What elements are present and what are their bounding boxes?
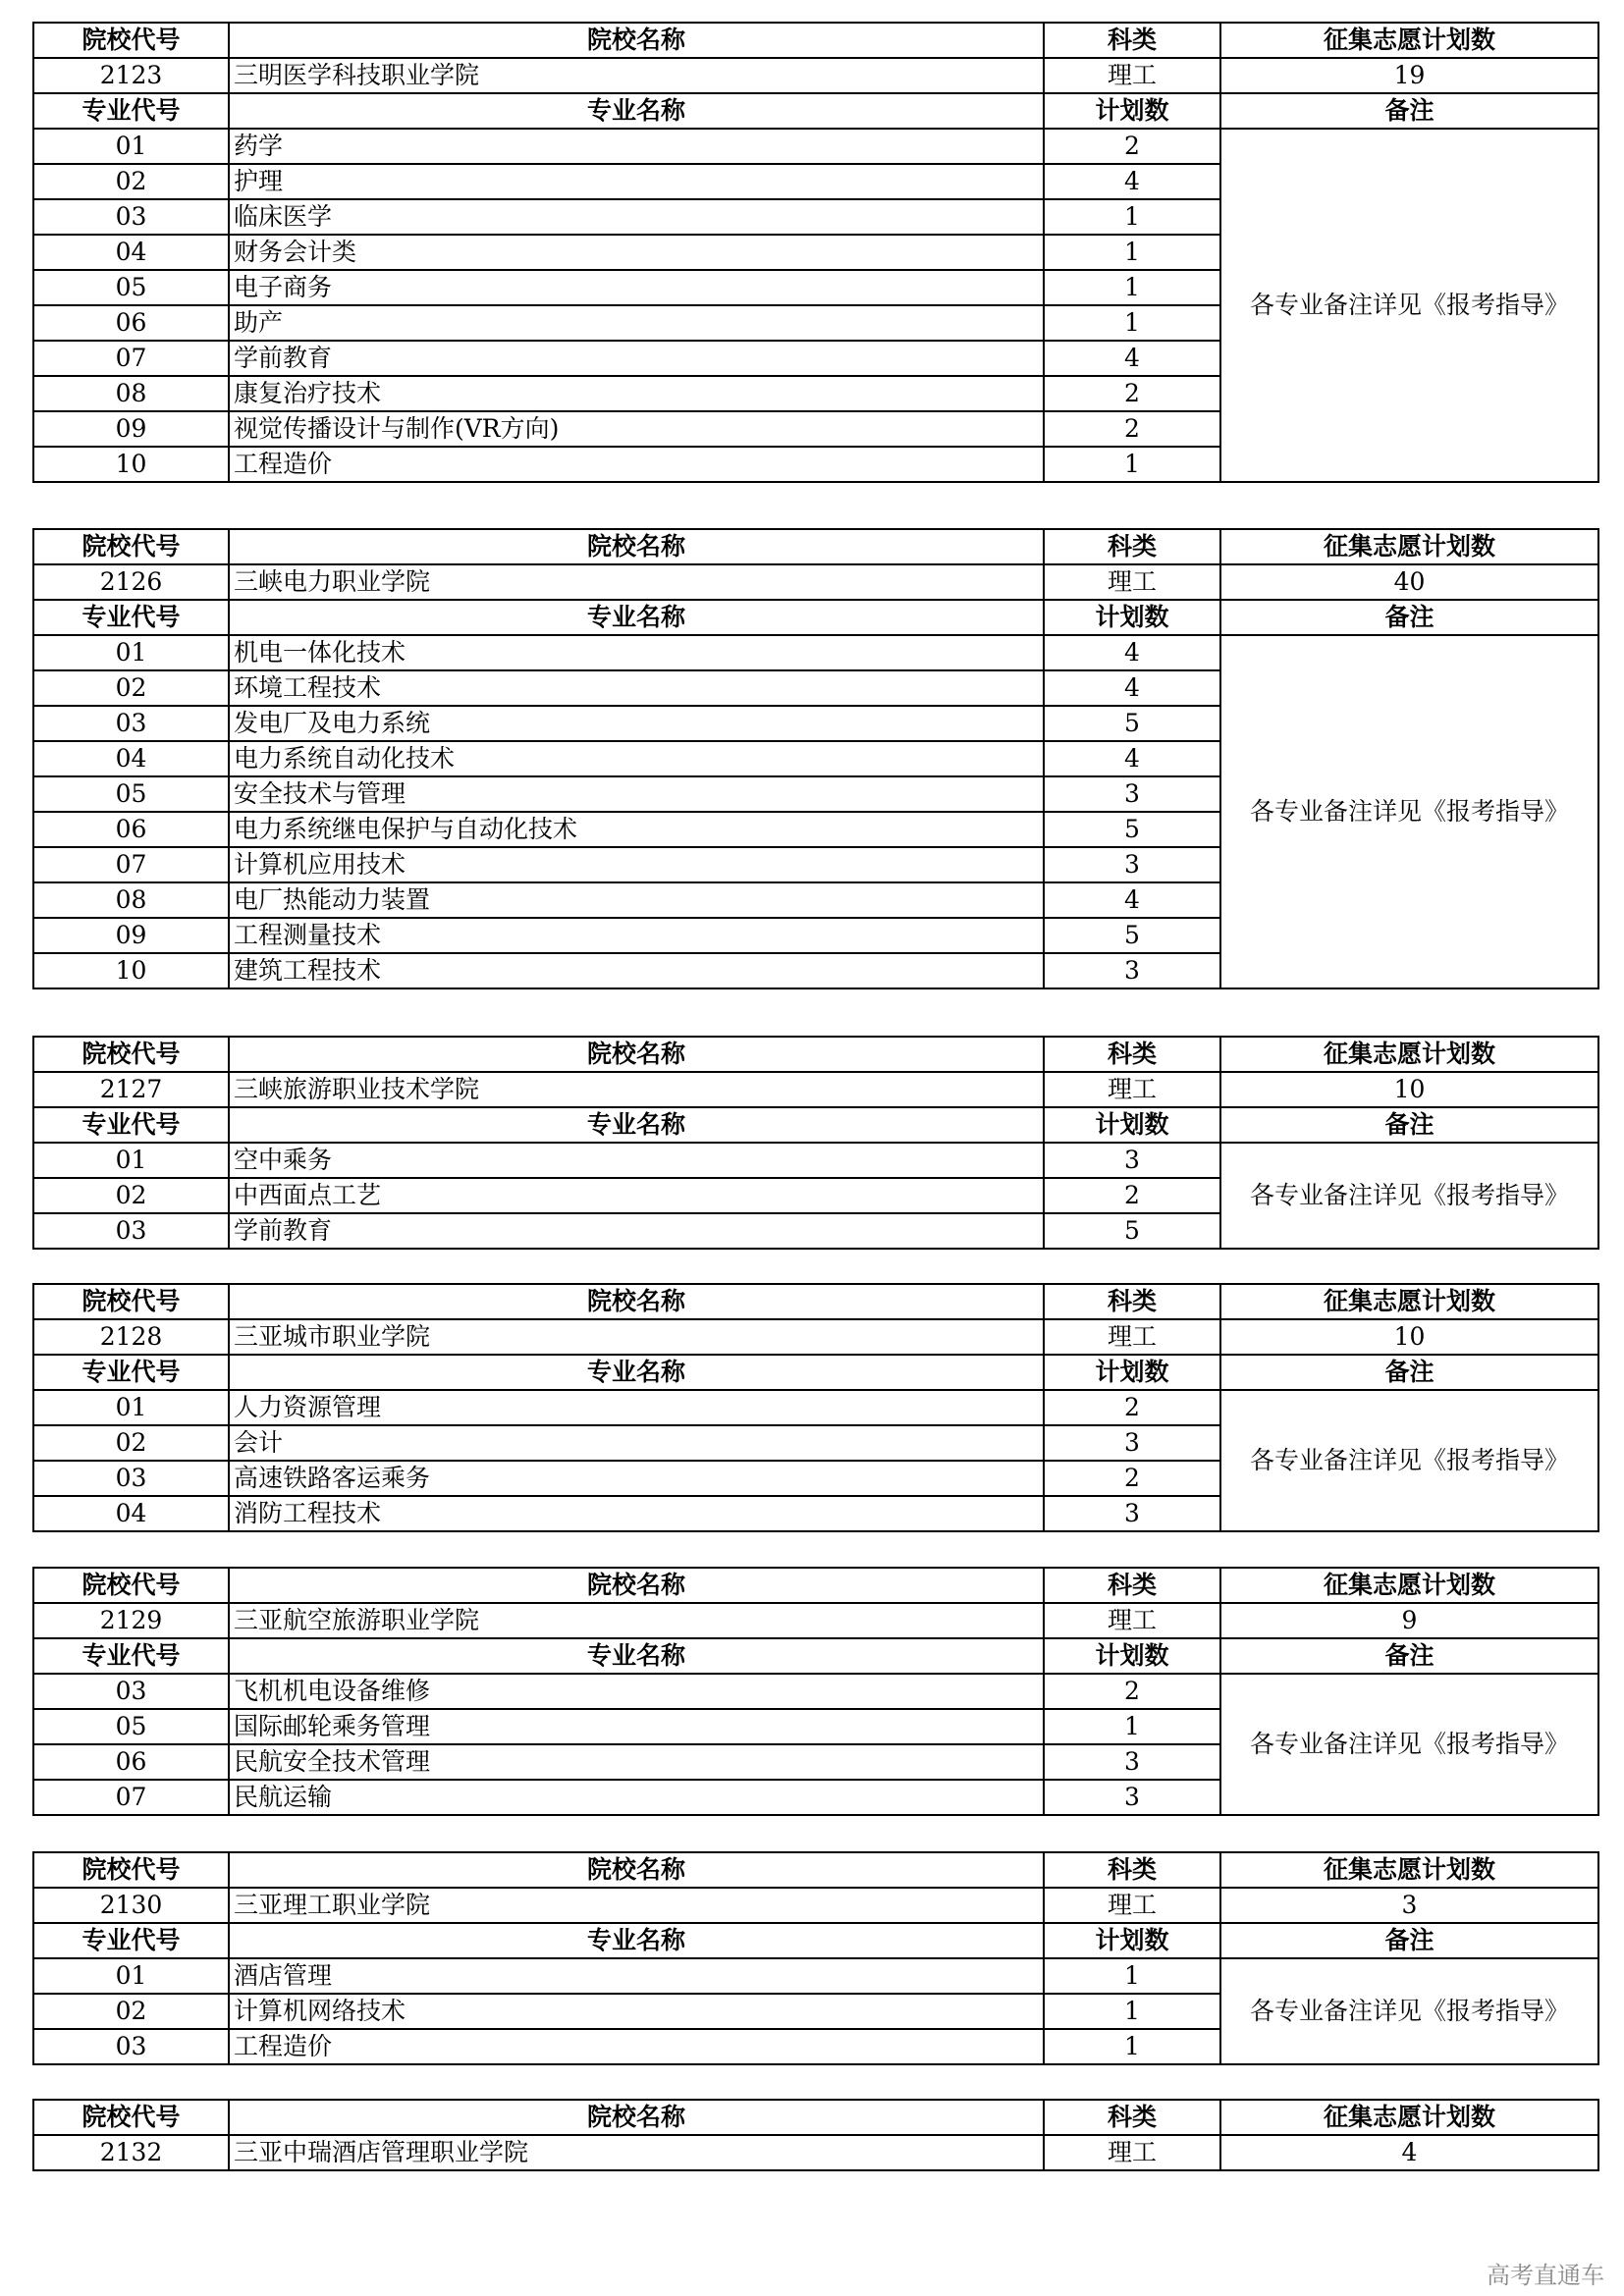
- school-code-header: 院校代号: [33, 529, 229, 564]
- major-name-header: 专业名称: [229, 1107, 1044, 1143]
- school-name: 三亚城市职业学院: [229, 1319, 1044, 1355]
- school-name: 三亚中瑞酒店管理职业学院: [229, 2135, 1044, 2170]
- major-name: 学前教育: [229, 1213, 1044, 1249]
- major-code: 02: [33, 1425, 229, 1461]
- school-header-row: [33, 23, 1598, 58]
- school-category: 理工: [1044, 1319, 1220, 1355]
- school-category: 理工: [1044, 1072, 1220, 1107]
- school-header-row: [33, 529, 1598, 564]
- major-name: 空中乘务: [229, 1143, 1044, 1178]
- category-header: 科类: [1044, 1037, 1220, 1072]
- school-header-row: [33, 1852, 1598, 1888]
- major-plan: 4: [1044, 670, 1220, 706]
- category-header: 科类: [1044, 1852, 1220, 1888]
- school-category: 理工: [1044, 58, 1220, 93]
- major-header-row: [33, 1638, 1598, 1674]
- major-plan: 3: [1044, 1425, 1220, 1461]
- major-code: 05: [33, 270, 229, 305]
- plan-total-header: 征集志愿计划数: [1220, 1284, 1598, 1319]
- school-plan-total: 19: [1220, 58, 1598, 93]
- major-plan: 4: [1044, 164, 1220, 199]
- major-plan: 2: [1044, 1178, 1220, 1213]
- major-name: 视觉传播设计与制作(VR方向): [229, 411, 1044, 447]
- major-code: 08: [33, 376, 229, 411]
- plan-header: 计划数: [1044, 600, 1220, 635]
- major-plan: 3: [1044, 1496, 1220, 1531]
- major-name: 计算机应用技术: [229, 847, 1044, 882]
- major-code: 10: [33, 953, 229, 988]
- school-header-row: [33, 1284, 1598, 1319]
- major-name: 电子商务: [229, 270, 1044, 305]
- major-plan: 3: [1044, 1143, 1220, 1178]
- major-code-header: 专业代号: [33, 1638, 229, 1674]
- major-code-header: 专业代号: [33, 1923, 229, 1958]
- school-block-table: [32, 22, 1599, 483]
- major-code: 05: [33, 776, 229, 812]
- major-name: 工程造价: [229, 447, 1044, 482]
- major-name-header: 专业名称: [229, 93, 1044, 129]
- major-code: 02: [33, 1994, 229, 2029]
- category-header: 科类: [1044, 529, 1220, 564]
- major-header-row: [33, 1355, 1598, 1390]
- major-row: [33, 1674, 1598, 1709]
- major-plan: 2: [1044, 1674, 1220, 1709]
- major-row: [33, 1143, 1598, 1178]
- school-code-header: 院校代号: [33, 23, 229, 58]
- major-code: 05: [33, 1709, 229, 1744]
- major-code: 04: [33, 1496, 229, 1531]
- major-name: 计算机网络技术: [229, 1994, 1044, 2029]
- major-plan: 5: [1044, 812, 1220, 847]
- major-header-row: [33, 600, 1598, 635]
- school-category: 理工: [1044, 564, 1220, 600]
- major-plan: 3: [1044, 847, 1220, 882]
- school-code: 2123: [33, 58, 229, 93]
- major-plan: 1: [1044, 270, 1220, 305]
- major-code: 01: [33, 635, 229, 670]
- major-name: 电力系统继电保护与自动化技术: [229, 812, 1044, 847]
- major-plan: 1: [1044, 235, 1220, 270]
- major-code-header: 专业代号: [33, 1355, 229, 1390]
- major-name: 民航运输: [229, 1780, 1044, 1815]
- major-code: 07: [33, 1780, 229, 1815]
- major-row: [33, 635, 1598, 670]
- major-name: 会计: [229, 1425, 1044, 1461]
- school-block-table: [32, 1283, 1599, 1532]
- major-name: 发电厂及电力系统: [229, 706, 1044, 741]
- major-plan: 4: [1044, 341, 1220, 376]
- plan-total-header: 征集志愿计划数: [1220, 23, 1598, 58]
- major-code: 03: [33, 1461, 229, 1496]
- school-info-row: [33, 564, 1598, 600]
- plan-header: 计划数: [1044, 1107, 1220, 1143]
- school-name-header: 院校名称: [229, 2100, 1044, 2135]
- major-plan: 2: [1044, 1461, 1220, 1496]
- school-code: 2132: [33, 2135, 229, 2170]
- major-name: 机电一体化技术: [229, 635, 1044, 670]
- major-name-header: 专业名称: [229, 600, 1044, 635]
- school-header-row: [33, 2100, 1598, 2135]
- major-code: 03: [33, 1674, 229, 1709]
- major-name: 学前教育: [229, 341, 1044, 376]
- remark-header: 备注: [1220, 1923, 1598, 1958]
- major-code: 07: [33, 341, 229, 376]
- remark-header: 备注: [1220, 93, 1598, 129]
- school-block-table: [32, 1851, 1599, 2065]
- school-plan-total: 40: [1220, 564, 1598, 600]
- plan-total-header: 征集志愿计划数: [1220, 1568, 1598, 1603]
- remark-note: 各专业备注详见《报考指导》: [1220, 1958, 1598, 2064]
- school-code-header: 院校代号: [33, 1284, 229, 1319]
- major-plan: 2: [1044, 411, 1220, 447]
- school-name-header: 院校名称: [229, 1568, 1044, 1603]
- major-code: 03: [33, 2029, 229, 2064]
- school-code: 2127: [33, 1072, 229, 1107]
- watermark-text: 高考直通车: [1487, 2262, 1604, 2289]
- major-code: 02: [33, 670, 229, 706]
- remark-header: 备注: [1220, 1355, 1598, 1390]
- plan-header: 计划数: [1044, 1355, 1220, 1390]
- major-code: 03: [33, 706, 229, 741]
- major-plan: 4: [1044, 635, 1220, 670]
- major-plan: 1: [1044, 1958, 1220, 1994]
- major-code: 02: [33, 1178, 229, 1213]
- category-header: 科类: [1044, 23, 1220, 58]
- major-header-row: [33, 1923, 1598, 1958]
- major-row: [33, 1958, 1598, 1994]
- major-name: 护理: [229, 164, 1044, 199]
- major-plan: 3: [1044, 1780, 1220, 1815]
- school-plan-total: 10: [1220, 1072, 1598, 1107]
- school-code-header: 院校代号: [33, 2100, 229, 2135]
- major-code: 06: [33, 812, 229, 847]
- major-code: 04: [33, 741, 229, 776]
- major-code: 09: [33, 918, 229, 953]
- school-code-header: 院校代号: [33, 1568, 229, 1603]
- school-info-row: [33, 1888, 1598, 1923]
- plan-total-header: 征集志愿计划数: [1220, 2100, 1598, 2135]
- major-code: 01: [33, 1958, 229, 1994]
- major-name: 临床医学: [229, 199, 1044, 235]
- major-code: 01: [33, 129, 229, 164]
- remark-header: 备注: [1220, 1638, 1598, 1674]
- plan-header: 计划数: [1044, 1638, 1220, 1674]
- major-plan: 1: [1044, 1709, 1220, 1744]
- major-name: 环境工程技术: [229, 670, 1044, 706]
- school-category: 理工: [1044, 1603, 1220, 1638]
- major-plan: 2: [1044, 1390, 1220, 1425]
- school-name: 三明医学科技职业学院: [229, 58, 1044, 93]
- major-header-row: [33, 93, 1598, 129]
- major-code: 03: [33, 199, 229, 235]
- school-code-header: 院校代号: [33, 1852, 229, 1888]
- major-name: 消防工程技术: [229, 1496, 1044, 1531]
- major-name: 电厂热能动力装置: [229, 882, 1044, 918]
- major-name-header: 专业名称: [229, 1923, 1044, 1958]
- major-name: 安全技术与管理: [229, 776, 1044, 812]
- major-plan: 3: [1044, 953, 1220, 988]
- school-name: 三峡电力职业学院: [229, 564, 1044, 600]
- category-header: 科类: [1044, 1284, 1220, 1319]
- major-code: 06: [33, 1744, 229, 1780]
- major-name: 民航安全技术管理: [229, 1744, 1044, 1780]
- major-name: 中西面点工艺: [229, 1178, 1044, 1213]
- major-name: 飞机机电设备维修: [229, 1674, 1044, 1709]
- school-name: 三峡旅游职业技术学院: [229, 1072, 1044, 1107]
- major-name: 工程测量技术: [229, 918, 1044, 953]
- school-plan-total: 9: [1220, 1603, 1598, 1638]
- plan-header: 计划数: [1044, 1923, 1220, 1958]
- major-name: 财务会计类: [229, 235, 1044, 270]
- major-code: 08: [33, 882, 229, 918]
- plan-total-header: 征集志愿计划数: [1220, 529, 1598, 564]
- remark-header: 备注: [1220, 600, 1598, 635]
- major-row: [33, 129, 1598, 164]
- major-code: 06: [33, 305, 229, 341]
- school-code: 2130: [33, 1888, 229, 1923]
- major-plan: 5: [1044, 706, 1220, 741]
- school-block-table: [32, 1036, 1599, 1250]
- school-code: 2129: [33, 1603, 229, 1638]
- major-plan: 5: [1044, 918, 1220, 953]
- major-plan: 1: [1044, 2029, 1220, 2064]
- major-header-row: [33, 1107, 1598, 1143]
- school-block-table: [32, 528, 1599, 989]
- school-info-row: [33, 2135, 1598, 2170]
- school-block-table: [32, 2099, 1599, 2171]
- major-name: 康复治疗技术: [229, 376, 1044, 411]
- major-name: 工程造价: [229, 2029, 1044, 2064]
- school-code: 2128: [33, 1319, 229, 1355]
- major-row: [33, 1390, 1598, 1425]
- major-plan: 4: [1044, 882, 1220, 918]
- major-name: 电力系统自动化技术: [229, 741, 1044, 776]
- major-code: 04: [33, 235, 229, 270]
- remark-note: 各专业备注详见《报考指导》: [1220, 1390, 1598, 1531]
- school-plan-total: 10: [1220, 1319, 1598, 1355]
- major-plan: 1: [1044, 305, 1220, 341]
- major-plan: 5: [1044, 1213, 1220, 1249]
- major-code: 01: [33, 1390, 229, 1425]
- major-name: 建筑工程技术: [229, 953, 1044, 988]
- school-name-header: 院校名称: [229, 23, 1044, 58]
- major-name-header: 专业名称: [229, 1355, 1044, 1390]
- major-name: 酒店管理: [229, 1958, 1044, 1994]
- school-plan-total: 4: [1220, 2135, 1598, 2170]
- major-name: 助产: [229, 305, 1044, 341]
- major-plan: 3: [1044, 776, 1220, 812]
- school-name-header: 院校名称: [229, 529, 1044, 564]
- plan-total-header: 征集志愿计划数: [1220, 1037, 1598, 1072]
- school-header-row: [33, 1037, 1598, 1072]
- category-header: 科类: [1044, 2100, 1220, 2135]
- school-info-row: [33, 1072, 1598, 1107]
- school-name-header: 院校名称: [229, 1284, 1044, 1319]
- major-code: 10: [33, 447, 229, 482]
- school-code: 2126: [33, 564, 229, 600]
- major-name: 药学: [229, 129, 1044, 164]
- school-header-row: [33, 1568, 1598, 1603]
- major-code: 01: [33, 1143, 229, 1178]
- school-info-row: [33, 1319, 1598, 1355]
- major-plan: 1: [1044, 199, 1220, 235]
- category-header: 科类: [1044, 1568, 1220, 1603]
- remark-note: 各专业备注详见《报考指导》: [1220, 1143, 1598, 1249]
- school-name: 三亚航空旅游职业学院: [229, 1603, 1044, 1638]
- remark-note: 各专业备注详见《报考指导》: [1220, 129, 1598, 482]
- major-code: 09: [33, 411, 229, 447]
- school-info-row: [33, 1603, 1598, 1638]
- major-code: 07: [33, 847, 229, 882]
- plan-total-header: 征集志愿计划数: [1220, 1852, 1598, 1888]
- school-code-header: 院校代号: [33, 1037, 229, 1072]
- major-code-header: 专业代号: [33, 600, 229, 635]
- major-plan: 2: [1044, 376, 1220, 411]
- major-plan: 2: [1044, 129, 1220, 164]
- major-plan: 1: [1044, 1994, 1220, 2029]
- school-category: 理工: [1044, 2135, 1220, 2170]
- school-name-header: 院校名称: [229, 1037, 1044, 1072]
- remark-header: 备注: [1220, 1107, 1598, 1143]
- school-block-table: [32, 1567, 1599, 1816]
- major-name: 高速铁路客运乘务: [229, 1461, 1044, 1496]
- major-name: 国际邮轮乘务管理: [229, 1709, 1044, 1744]
- major-code-header: 专业代号: [33, 1107, 229, 1143]
- school-name-header: 院校名称: [229, 1852, 1044, 1888]
- school-name: 三亚理工职业学院: [229, 1888, 1044, 1923]
- major-plan: 3: [1044, 1744, 1220, 1780]
- remark-note: 各专业备注详见《报考指导》: [1220, 635, 1598, 988]
- major-plan: 4: [1044, 741, 1220, 776]
- major-plan: 1: [1044, 447, 1220, 482]
- major-code: 02: [33, 164, 229, 199]
- major-name-header: 专业名称: [229, 1638, 1044, 1674]
- remark-note: 各专业备注详见《报考指导》: [1220, 1674, 1598, 1815]
- major-code-header: 专业代号: [33, 93, 229, 129]
- school-category: 理工: [1044, 1888, 1220, 1923]
- school-info-row: [33, 58, 1598, 93]
- major-code: 03: [33, 1213, 229, 1249]
- plan-header: 计划数: [1044, 93, 1220, 129]
- major-name: 人力资源管理: [229, 1390, 1044, 1425]
- school-plan-total: 3: [1220, 1888, 1598, 1923]
